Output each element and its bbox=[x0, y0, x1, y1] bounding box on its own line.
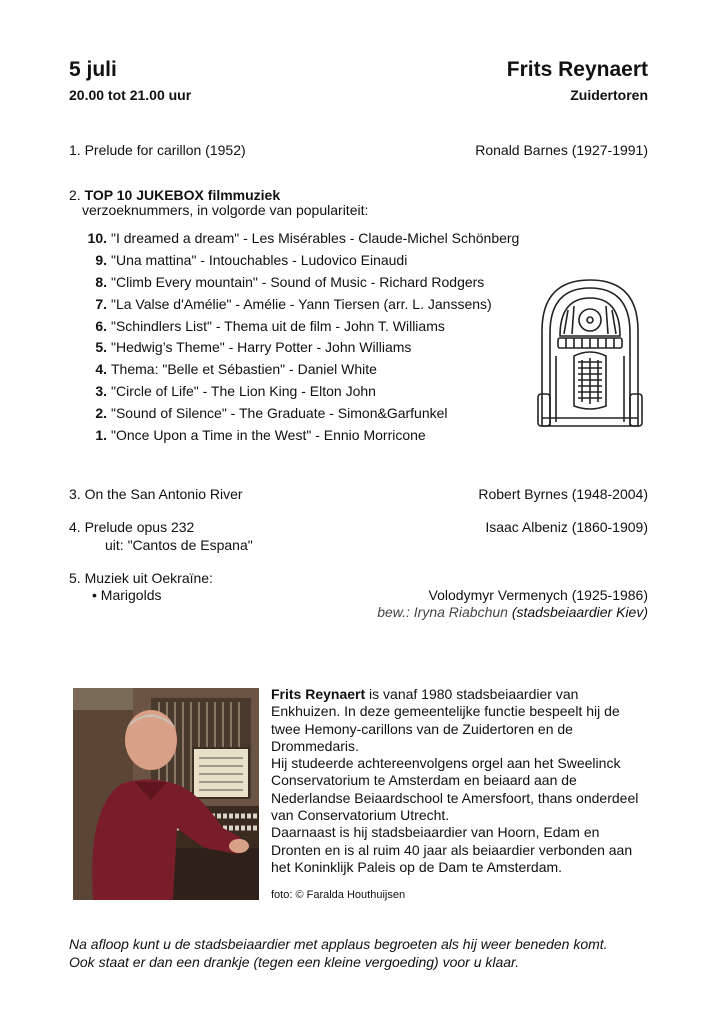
list-text: "Circle of Life" - The Lion King - Elton John bbox=[111, 383, 376, 400]
program-item-5-arranger bbox=[377, 604, 648, 621]
list-text: "Una mattina" - Intouchables - Ludovico Einaudi bbox=[111, 251, 408, 268]
list-rank: 1. bbox=[95, 427, 107, 444]
list-item bbox=[69, 427, 519, 449]
closing-line-2: Ook staat er dan een drankje (tegen een kleine vergoeding) voor u klaar. bbox=[69, 953, 520, 970]
performer-name: Frits Reynaert bbox=[506, 58, 648, 81]
program-item-1-composer: Ronald Barnes (1927-1991) bbox=[475, 142, 648, 158]
program-item-5-title: 5. Muziek uit Oekraïne: bbox=[69, 570, 213, 586]
list-item bbox=[69, 252, 519, 274]
list-rank: 7. bbox=[95, 295, 107, 312]
program-item-4-title: 4. Prelude opus 232 bbox=[69, 519, 195, 535]
program-item-4-sub: uit: "Cantos de Espana" bbox=[105, 537, 253, 553]
list-rank: 9. bbox=[95, 251, 107, 268]
concert-time: 20.00 tot 21.00 uur bbox=[69, 87, 192, 103]
list-text: "Sound of Silence" - The Graduate - Simon&Garfunkel bbox=[111, 405, 448, 422]
list-text: "Once Upon a Time in the West" - Ennio Morricone bbox=[111, 427, 426, 444]
list-text: "Climb Every mountain" - Sound of Music - Richard Rodgers bbox=[111, 273, 485, 290]
list-item bbox=[69, 230, 519, 252]
arranger-note: (stadsbeiaardier Kiev) bbox=[511, 604, 648, 620]
list-rank: 6. bbox=[95, 317, 107, 334]
photo-caption: foto: © Faralda Houthuijsen bbox=[271, 889, 406, 901]
list-rank: 8. bbox=[95, 273, 107, 290]
program-item-2-number: 2. bbox=[69, 187, 81, 203]
bio-paragraph: Daarnaast is hij stadsbeiaardier van Hoorn, Edam en Dronten en is al ruim 40 jaar als beiaardier verbonden aan het Koninklijk Paleis op de Dam te Amsterdam. bbox=[271, 824, 633, 875]
list-item bbox=[69, 318, 519, 340]
closing-line-1: Na afloop kunt u de stadsbeiaardier met applaus begroeten als hij weer beneden komt. bbox=[69, 936, 608, 952]
concert-date: 5 juli bbox=[69, 58, 117, 81]
list-rank: 4. bbox=[95, 361, 107, 378]
program-item-2-title: TOP 10 JUKEBOX filmmuziek bbox=[84, 187, 281, 203]
list-text: "Hedwig’s Theme" - Harry Potter - John Williams bbox=[111, 339, 412, 356]
performer-bio bbox=[271, 686, 651, 876]
bio-name: Frits Reynaert bbox=[271, 686, 366, 702]
list-text: Thema: "Belle et Sébastien" - Daniel White bbox=[111, 361, 377, 378]
list-rank: 3. bbox=[95, 383, 107, 400]
list-rank: 10. bbox=[87, 230, 107, 246]
program-item-3-title: 3. On the San Antonio River bbox=[69, 486, 243, 502]
list-rank: 2. bbox=[95, 405, 107, 422]
bio-paragraph bbox=[271, 686, 651, 755]
concert-location: Zuidertoren bbox=[570, 87, 648, 103]
program-item-3-composer: Robert Byrnes (1948-2004) bbox=[478, 486, 648, 502]
list-item bbox=[69, 405, 519, 427]
list-item bbox=[69, 339, 519, 361]
program-item-5-composer: Volodymyr Vermenych (1925-1986) bbox=[428, 587, 648, 603]
list-text: "I dreamed a dream" - Les Misérables - Claude-Michel Schönberg bbox=[111, 230, 520, 246]
performer-photo bbox=[73, 688, 259, 900]
program-item-2-subtitle: verzoeknummers, in volgorde van populariteit: bbox=[82, 202, 369, 218]
closing-note bbox=[69, 936, 608, 971]
list-item bbox=[69, 296, 519, 318]
list-text: "La Valse d'Amélie" - Amélie - Yann Tiersen (arr. L. Janssens) bbox=[111, 295, 492, 312]
list-rank: 5. bbox=[95, 339, 107, 356]
bio-paragraph: Hij studeerde achtereenvolgens orgel aan het Sweelinck Conservatorium te Amsterdam en beiaard aan de Nederlandse Beiaardschool te Amersfoort, thans onderdeel van Conservatorium Utrecht. bbox=[271, 755, 639, 824]
bio-p1: is vanaf 1980 stadsbeiaardier van Enkhuizen. In deze gemeentelijke functie bespeelt hij de twee Hemony-carillons van de Zuidertoren en de Drommedaris. bbox=[271, 686, 620, 754]
list-item bbox=[69, 274, 519, 296]
jukebox-list bbox=[69, 230, 519, 449]
list-text: "Schindlers List" - Thema uit de film - John T. Williams bbox=[111, 317, 445, 334]
arranger-name: bew.: Iryna Riabchun bbox=[377, 604, 508, 620]
jukebox-icon bbox=[532, 276, 648, 430]
program-item-5-bullet: • Marigolds bbox=[92, 587, 162, 603]
list-item bbox=[69, 361, 519, 383]
program-item-4-composer: Isaac Albeniz (1860-1909) bbox=[485, 519, 648, 535]
list-item bbox=[69, 383, 519, 405]
program-item-1-title: 1. Prelude for carillon (1952) bbox=[69, 142, 246, 158]
